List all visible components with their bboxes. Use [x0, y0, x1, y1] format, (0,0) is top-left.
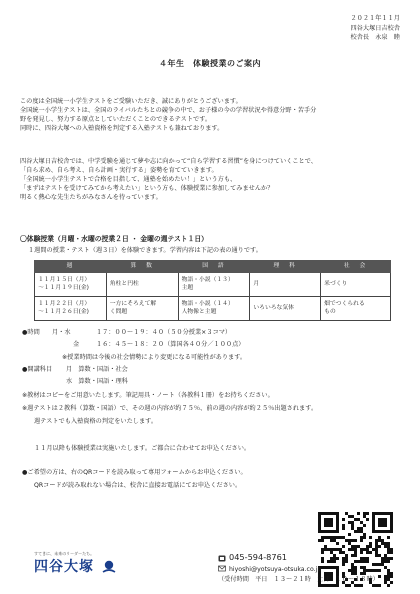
- wednesday-subjects: 水 算数・国語・理科: [66, 378, 128, 385]
- intro-line: この度は全国統一小学生テストをご受験いただき、誠にありがとうございます。: [20, 98, 242, 105]
- science-cell: いろいろな気体: [250, 297, 321, 321]
- logo: [34, 551, 116, 577]
- header-japanese: 国 語: [178, 261, 250, 273]
- social-cell: 畑でつくられる もの: [321, 297, 391, 321]
- intro-line: 同時に、四谷大塚への入塾資格を判定する入塾テストも兼ねております。: [20, 124, 224, 132]
- time-label: ●時間: [22, 329, 40, 336]
- schedule-table: [34, 260, 391, 321]
- logo-mark-icon: [102, 560, 116, 574]
- header-social: 社 会: [321, 261, 391, 273]
- school-line: 「まずはテストを受けてみてから考えたい」という方も、体験授業に参加してみませんか？: [20, 184, 274, 192]
- section-title: 〇体験授業（月曜・水曜の授業２日 ・ 金曜の週テスト１日）: [20, 235, 208, 243]
- table-header-row: [35, 261, 391, 273]
- monday-subjects: 月 算数・国語・社会: [66, 366, 128, 373]
- subject-label: ●開講科目: [22, 366, 53, 373]
- section-subtitle: １週間の授業・テスト（週３日）を体験できます。学習内容は下記の表の通りです。: [28, 247, 262, 254]
- page-title: ４年生 体験授業のご案内: [159, 59, 261, 68]
- week-cell: １１月２２日（月） ～１１月２６日(金): [35, 297, 107, 321]
- table-row: [35, 297, 391, 321]
- email-icon: [218, 565, 226, 572]
- logo-name: 四谷大塚: [34, 558, 94, 575]
- test-note: ※週テストは２教科（算数・国語）で、その週の内容が約７５％、前の週の内容が約２５％出題されます。: [22, 405, 318, 412]
- letter-header: [351, 14, 401, 43]
- logo-tagline: すてきに、未来のリーダーたち。: [34, 551, 95, 556]
- japanese-cell: 物語・小説（１３） 主題: [178, 273, 250, 297]
- school-line: 「全国統一小学生テストで合格を目指して、通塾を始めたい！」という方も、: [20, 175, 237, 183]
- weekday-time: １７：００～１９：４０（５０分授業×３コマ）: [96, 329, 232, 336]
- phone-number[interactable]: 045-594-8761: [229, 552, 288, 562]
- date: ２０２１年１１月: [350, 15, 400, 22]
- header-science: 理 科: [250, 261, 321, 273]
- time-note: ※授業時間は今後の社会情勢により変更になる可能性があります。: [62, 354, 247, 361]
- email-address[interactable]: hiyoshi@yotsuya-otsuka.co.jp: [229, 565, 322, 573]
- organization: 四谷大塚日吉校舎: [350, 24, 400, 32]
- math-cell: 角柱と円柱: [106, 273, 178, 297]
- school-line: 「自ら求め、自ら考え、自ら計画・実行する」姿勢を育てていきます。: [20, 166, 218, 174]
- principal: 校舎長 永泉 睦: [350, 34, 400, 42]
- material-note: ※教材はコピーをご用意いたします。筆記用具・ノート（各教科１冊）をお持ちください。: [22, 392, 274, 399]
- apply-alternative: QRコードが読み取れない場合は、校舎に直接お電話にてお申込ください。: [34, 482, 242, 489]
- school-paragraph: [20, 158, 398, 203]
- test-note-2: 週テストでも入塾資格の判定をいたします。: [34, 418, 158, 425]
- intro-line: 野を発見し、努力する原点としていただくことのできるテストです。: [20, 115, 212, 123]
- school-line: 四谷大塚日吉校舎では、中学受験を通じて夢や志に向かって“自ら学習する習慣”を身につけていくことで、: [20, 158, 317, 165]
- friday-label: 金: [73, 341, 80, 348]
- friday-time: １６：４５～１８：２０（算国各４０分／１００点）: [96, 341, 245, 348]
- office-hours: （受付時間 平日 １３～２１時 土日 １０～１８時）: [218, 576, 379, 584]
- intro-paragraph: [20, 98, 398, 134]
- social-cell: 米づくり: [321, 273, 391, 297]
- math-cell: 一方にそろえて解 く問題: [106, 297, 178, 321]
- phone-icon: [218, 555, 226, 562]
- intro-line: 全国統一小学生テストは、全国のライバルたちとの競争の中で、お子様の今の学習状況や得意分野・苦手分: [20, 106, 317, 114]
- science-cell: 月: [250, 273, 321, 297]
- weekday-label: 月・水: [52, 329, 71, 336]
- apply-instruction: ●ご希望の方は、右のQRコードを読み取って専用フォームからお申込ください。: [22, 469, 247, 476]
- table-row: [35, 273, 391, 297]
- deadline-note: １１月以降も体験授業は実施いたします。ご都合に合わせてお申込ください。: [34, 445, 251, 452]
- japanese-cell: 物語・小説（１４） 人物像と主題: [178, 297, 250, 321]
- header-math: 算 数: [106, 261, 178, 273]
- contact-info: [218, 551, 379, 586]
- header-week: 週: [35, 261, 107, 273]
- week-cell: １１月１５日（月） ～１１月１９日(金): [35, 273, 107, 297]
- school-line: 明るく熱心な先生たちがみなさんを待っています。: [20, 193, 162, 201]
